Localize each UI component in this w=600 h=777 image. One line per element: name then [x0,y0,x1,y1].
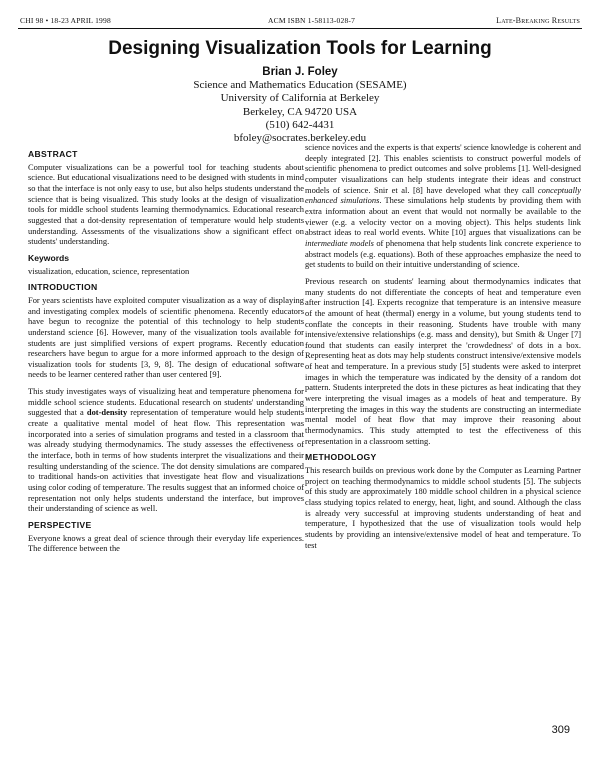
conference-label: CHI 98 • 18-23 APRIL 1998 [20,16,111,25]
page-number: 309 [551,724,570,736]
author-phone: (510) 642-4431 [265,118,335,131]
author-address: Berkeley, CA 94720 USA [242,105,358,118]
intro-text-a: This study investigates ways of visualizing heat and temperature phenomena for middle school science students. Educational research on students' understanding suggested that a [28,386,304,418]
perspective-paragraph-continued [305,142,581,270]
keywords-heading: Keywords [28,252,70,263]
persp-text-c: of phenomena that help students link concrete experience to abstract models (e.g. equations). Both of these approaches emphasize the need to get students to build on their intuitive understanding of science. [305,237,581,270]
intro-text-b: representation of temperature would help students create a qualitative mental model of heat flow. This representation was incorporated into a series of simulation programs and tested in a classroom that was already studying thermodynamics. The study assesses the effectiveness of the interface, both in terms of how students interpret the visualizations and their resulting understanding of the science. The dot density simulations are compared to traditional hands-on activities that investigate heat flow and visualizations using color coding of temperature. The results suggest that an informed choice of representation not only helps students understand the interface, but improves their understanding of science as well. [28,407,304,514]
persp-text-a: science novices and the experts is that experts' science knowledge is coherent and deeply integrated [2]. This enables scientists to construct powerful models of scientific phenomena to predict outcomes and solve problems [1]. Well-designed computer visualizations can help students integrate their ideas and construct models of science. Snir et al. [8] have developed what they call [305,142,581,195]
right-column [305,142,581,556]
left-column [28,146,304,560]
perspective-heading: PERSPECTIVE [28,520,92,530]
intermediate-models-term: intermediate models [305,237,374,248]
paper-title: Designing Visualization Tools for Learning [108,38,492,59]
isbn-label: ACM ISBN 1-58113-028-7 [268,16,356,25]
author-block [0,66,600,145]
running-header [18,14,582,29]
conceptually-enhanced-term: conceptually enhanced simulations [305,184,581,206]
abstract-text: Computer visualizations can be a powerful tool for teaching students about science. But educational visualizations need to be designed with students in mind so that the interface is not only easy to use, but also helps students understand the science that is being visualized. This study looks at the design of visualization tools for middle school students learning thermodynamics. Educational research suggested that a dot-density representation of temperature would help students understanding. Assessments of the visualizations show a significant effect on students' understanding. [28,161,304,247]
affiliation-university: University of California at Berkeley [220,92,380,105]
section-label: Late-Breaking Results [496,16,580,25]
introduction-heading: INTRODUCTION [28,282,98,293]
introduction-paragraph-1: For years scientists have exploited computer visualization as a way of displaying and investigating complex models of scientific phenomena. Recently educators have begun to recognize the potential of this technology to help students understand science [6]. However, many of the visualization tools available for students are just simplified versions of expert programs. Recently education researchers have begun to argue for a more informed approach to the design of visualization tools for students [3, 9, 8]. The design of educational software needs to be learner centered rather than user centered [9]. [28,294,304,380]
keywords-text: visualization, education, science, representation [28,265,190,276]
introduction-paragraph-2 [28,386,304,514]
author-name: Brian J. Foley [262,66,338,78]
affiliation-department: Science and Mathematics Education (SESAME) [193,79,407,92]
thermodynamics-paragraph: Previous research on students' learning about thermodynamics indicates that many students do not differentiate the concepts of heat and temperature even after instruction [4]. Experts recognize that temperature is an intensive measure of the amount of heat (thermal) energy in a volume, but young students tend to conflate the concepts in their reasoning. Students have trouble with many intensive/extensive relationships (e.g. mass and density), but Smith & Unger [7] found that students can easily interpret the 'crowdedness' of dots in a box. Representing heat as dots may help students construct intensive/extensive models of heat and temperature. In a previous study [5] students were asked to interpret images in which the temperature was indicated by the density of a random dot pattern. Students interpreted the dots in these pictures as heat indicating that they were interpreting the visual images as a models of heat and temperature. By interpreting the images in this way the students are constructing an intermediate mental model of heat flow that may improve their reasoning about thermodynamics. This study attempted to test the effectiveness of this representation in a classroom setting. [305,275,581,446]
persp-text-b: . These simulations help students by providing them with extra information about an event that would not normally be available to the viewer (e.g. a velocity vector on a moving object). This helps students link abstract ideas to real world events. White [10] argues that visualizations can be [305,195,581,238]
perspective-paragraph: Everyone knows a great deal of science through their everyday life experiences. The difference between the [28,532,304,554]
methodology-paragraph: This research builds on previous work done by the Computer as Learning Partner project on teaching thermodynamics to middle school students [5]. The subjects of this study are approximately 180 middle school children in a physical science class studying topics related to energy, heat, light, and sound. Although the class is already very successful at improving students understanding of heat and temperature, I hypothesized that the use of visualization tools would help students by providing an intensive/extensive model of heat and temperature. To test [305,465,581,550]
methodology-heading: METHODOLOGY [305,452,377,463]
author-email: bfoley@socrates.berkeley.edu [233,132,367,145]
abstract-heading: ABSTRACT [28,149,78,159]
dot-density-term: dot-density [86,407,128,418]
